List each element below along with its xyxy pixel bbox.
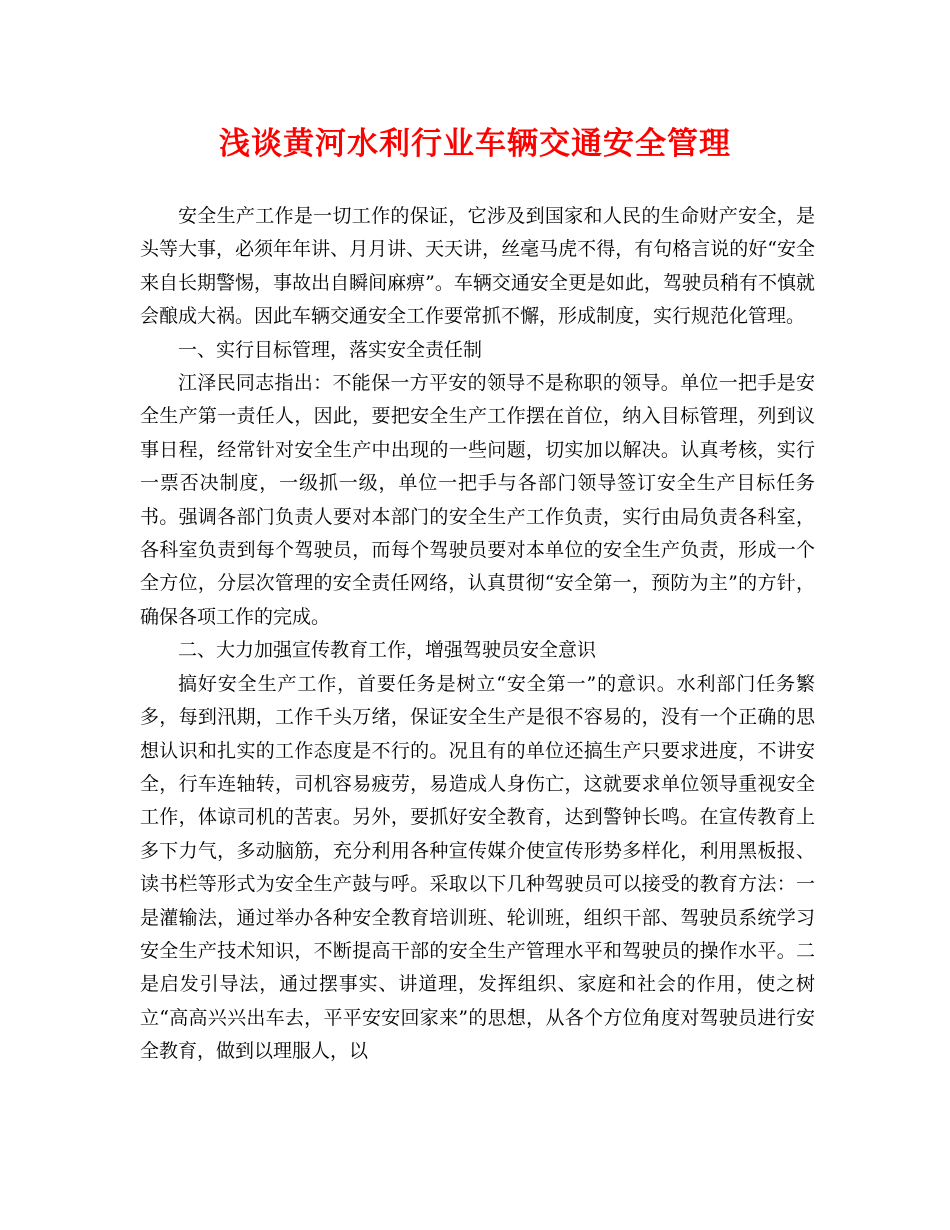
paragraph-section-2: 搞好安全生产工作，首要任务是树立“安全第一”的意识。水利部门任务繁多，每到汛期，工作千头万绪，保证安全生产是很不容易的，没有一个正确的思想认识和扎实的工作态度是不行的。况且有的单位还搞生产只要求进度，不讲安全，行车连轴转，司机容易疲劳，易造成人身伤亡，这就要求单位领导重视安全工作，体谅司机的苦衷。另外，要抓好安全教育，达到警钟长鸣。在宣传教育上多下力气，多动脑筋，充分利用各种宣传媒介使宣传形势多样化，利用黑板报、读书栏等形式为安全生产鼓与呼。采取以下几种驾驶员可以接受的教育方法：一是灌输法，通过举办各种安全教育培训班、轮训班，组织干部、驾驶员系统学习安全生产技术知识，不断提高干部的安全生产管理水平和驾驶员的操作水平。二是启发引导法，通过摆事实、讲道理，发挥组织、家庭和社会的作用，使之树立“高高兴兴出车去，平平安安回家来”的思想，从各个方位角度对驾驶员进行安全教育，做到以理服人，以 — [140, 672, 815, 1063]
paragraph-intro: 安全生产工作是一切工作的保证，它涉及到国家和人民的生命财产安全，是头等大事，必须年年讲、月月讲、天天讲，丝毫马虎不得，有句格言说的好“安全来自长期警惕，事故出自瞬间麻痹”。车辆交通安全更是如此，驾驶员稍有不慎就会酿成大祸。因此车辆交通安全工作要常抓不懈，形成制度，实行规范化管理。 — [140, 205, 815, 328]
paragraph-section-1: 江泽民同志指出：不能保一方平安的领导不是称职的领导。单位一把手是安全生产第一责任人，因此，要把安全生产工作摆在首位，纳入目标管理，列到议事日程，经常针对安全生产中出现的一些问题，切实加以解决。认真考核，实行一票否决制度，一级抓一级，单位一把手与各部门领导签订安全生产目标任务书。强调各部门负责人要对本部门的安全生产工作负责，实行由局负责各科室，各科室负责到每个驾驶员，而每个驾驶员要对本单位的安全生产负责，形成一个全方位，分层次管理的安全责任网络，认真贯彻“安全第一，预防为主”的方针，确保各项工作的完成。 — [140, 372, 815, 628]
section-heading-1: 一、实行目标管理，落实安全责任制 — [178, 338, 483, 361]
document-title: 浅谈黄河水利行业车辆交通安全管理 — [219, 126, 731, 162]
document-body — [140, 200, 815, 1069]
section-heading-2: 二、大力加强宣传教育工作，增强驾驶员安全意识 — [178, 639, 597, 662]
